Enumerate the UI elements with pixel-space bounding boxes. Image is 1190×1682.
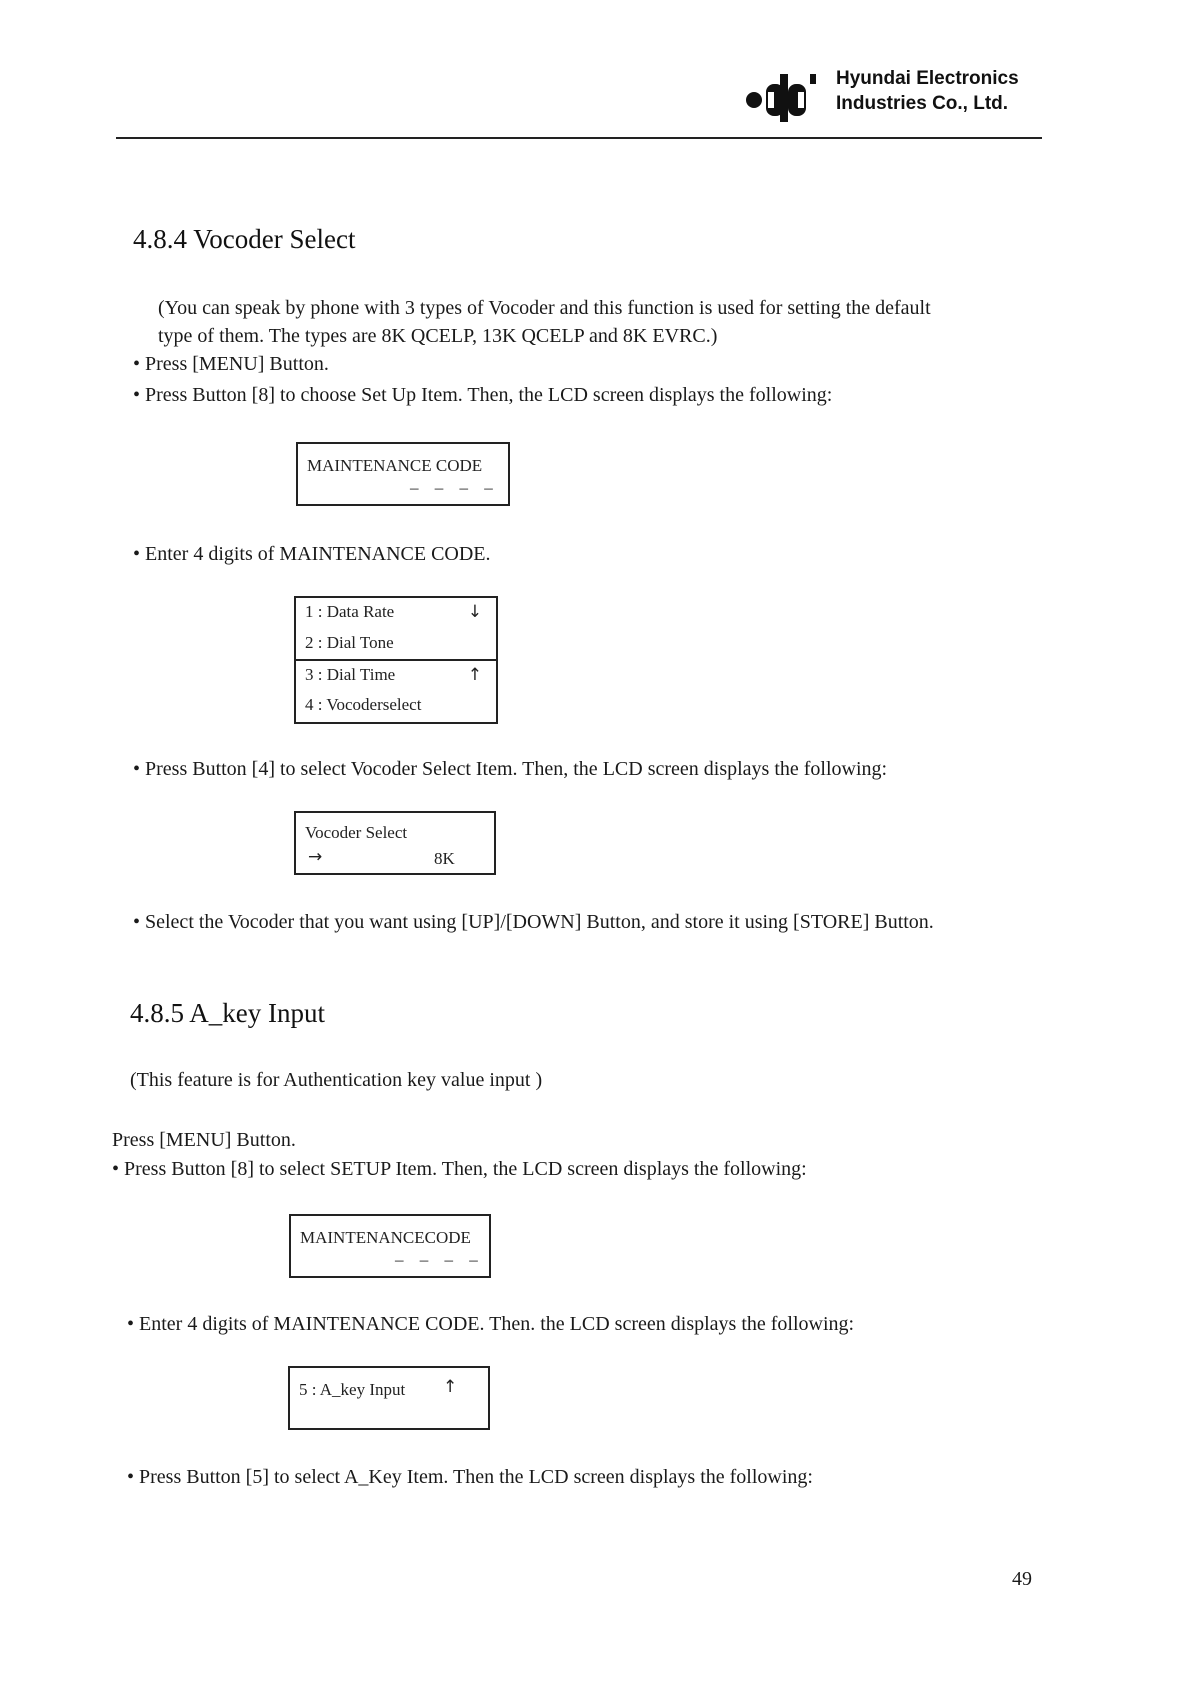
section-484-step-menu: • Press [MENU] Button. [133,353,329,375]
hyundai-logo [744,66,820,122]
section-484-step-enter-code: • Enter 4 digits of MAINTENANCE CODE. [133,543,491,565]
lcd-vocoder-select-title: Vocoder Select [305,823,408,842]
section-484-step-select-vocoder: • Press Button [4] to select Vocoder Select Item. Then, the LCD screen displays the following: [133,758,888,780]
down-arrow-icon: ↓ [467,602,482,622]
up-arrow-icon: ↑ [443,1377,458,1397]
up-arrow-icon: ↑ [467,665,482,685]
company-name-line2: Industries Co., Ltd. [836,93,1009,114]
section-484-step-store: • Select the Vocoder that you want using [UP]/[DOWN] Button, and store it using [STORE] Button. [133,911,934,933]
section-484-intro-line1: (You can speak by phone with 3 types of Vocoder and this function is used for setting the default [158,297,931,319]
section-485-intro: (This feature is for Authentication key value input ) [130,1069,543,1091]
company-name-line1: Hyundai Electronics [836,68,1019,89]
section-484-title: 4.8.4 Vocoder Select [133,224,356,254]
section-484-step-setup: • Press Button [8] to choose Set Up Item. Then, the LCD screen displays the following: [133,384,833,406]
lcd-maintenance-code-2-title: MAINTENANCECODE [300,1228,471,1247]
lcd-vocoder-select [294,811,496,875]
company-name [836,66,1019,116]
menu-item-dial-tone [296,629,496,659]
section-485-step-setup: • Press Button [8] to select SETUP Item. Then, the LCD screen displays the following: [112,1158,807,1180]
lcd-maintenance-code-title: MAINTENANCE CODE [307,456,483,475]
menu-item-data-rate [296,598,496,628]
menu-item-vocoderselect [296,691,496,721]
lcd-maintenance-code [296,442,510,506]
lcd-akey-input-label: 5 : A_key Input [299,1380,406,1399]
lcd-vocoder-value: 8K [434,849,455,868]
lcd-maintenance-code-2-dashes: – – – – [395,1250,484,1269]
menu-item-label: 2 : Dial Tone [305,633,394,652]
menu-item-label: 4 : Vocoderselect [305,695,422,714]
section-485-step-select-akey: • Press Button [5] to select A_Key Item. Then the LCD screen displays the following: [127,1466,813,1488]
menu-item-label: 3 : Dial Time [305,665,396,684]
right-arrow-icon: → [308,847,323,867]
header-rule [116,137,1042,139]
page-number: 49 [1012,1568,1032,1590]
lcd-setup-menu [294,596,498,724]
lcd-maintenance-code-2 [289,1214,491,1278]
section-485-title: 4.8.5 A_key Input [130,998,325,1028]
menu-item-label: 1 : Data Rate [305,602,395,621]
lcd-maintenance-code-dashes: – – – – [410,478,499,497]
section-484-intro-line2: type of them. The types are 8K QCELP, 13K QCELP and 8K EVRC.) [158,325,718,347]
section-485-step-enter-code: • Enter 4 digits of MAINTENANCE CODE. Then. the LCD screen displays the following: [127,1313,855,1335]
menu-item-dial-time [296,661,496,691]
lcd-akey-input [288,1366,490,1430]
section-485-step-menu: Press [MENU] Button. [112,1129,296,1151]
